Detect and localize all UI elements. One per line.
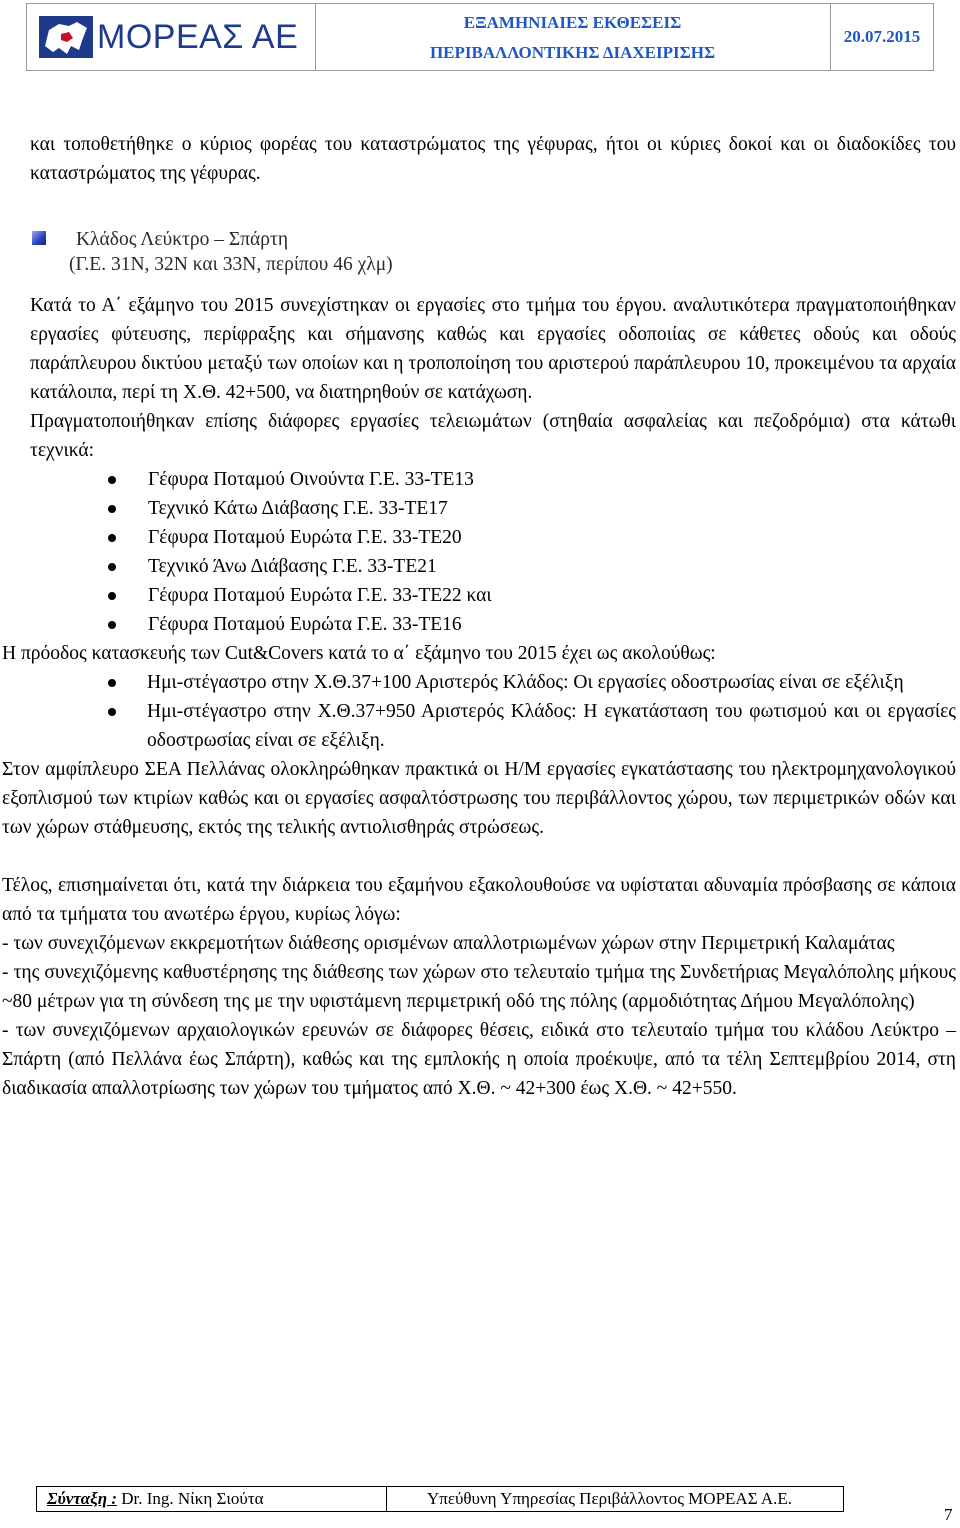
list-item: Τεχνικό Άνω Διάβασης Γ.Ε. 33-ΤΕ21 — [30, 552, 956, 581]
page-header — [26, 3, 934, 71]
paragraph-progress: Κατά το Α΄ εξάμηνο του 2015 συνεχίστηκαν οι εργασίες στο τμήμα του έργου. αναλυτικότερα πραγματοποιήθηκαν εργασίες φύτευσης, περίφραξης και σήμανσης καθώς και εργασίες οδοποιίας σε κάθετες οδούς και οδούς παράπλευρου δικτύου μεταξύ των οποίων και η τροποποίηση του αριστερού παράπλευρου 10, προκειμένου τα αρχαία κατάλοιπα, περί τη Χ.Θ. 42+500, να διατηρηθούν σε κατάχωση. — [30, 295, 956, 403]
company-logo — [27, 4, 316, 70]
list-item: Γέφυρα Ποταμού Οινούντα Γ.Ε. 33-ΤΕ13 — [30, 465, 956, 494]
list-item: Τεχνικό Κάτω Διάβασης Γ.Ε. 33-ΤΕ17 — [30, 494, 956, 523]
list-item: Γέφυρα Ποταμού Ευρώτα Γ.Ε. 33-ΤΕ22 και — [30, 581, 956, 610]
branch-title: Κλάδος Λεύκτρο – Σπάρτη — [76, 229, 289, 250]
list-item: Ημι-στέγαστρο στην Χ.Θ.37+100 Αριστερός Κλάδος: Οι εργασίες οδοστρωσίας είναι σε εξέλιξη — [30, 668, 956, 697]
footer-author — [37, 1487, 387, 1511]
footer-label: Σύνταξη : — [47, 1489, 117, 1508]
list-item: Γέφυρα Ποταμού Ευρώτα Γ.Ε. 33-ΤΕ20 — [30, 523, 956, 552]
list-item: Γέφυρα Ποταμού Ευρώτα Γ.Ε. 33-ΤΕ16 — [30, 610, 956, 639]
reason-item: - της συνεχιζόμενης καθυστέρησης της διάθεσης των χώρων στο τελευταίο τμήμα της Συνδετήριας Μεγαλόπολης μήκους ~80 μέτρων για τη σύνδεση της με την υφιστάμενη περιμετρική οδό της πόλης (αρμοδιότητας Δήμου Μεγαλόπολης) — [2, 962, 956, 1012]
paragraph-finishing-works: Πραγματοποιήθηκαν επίσης διάφορες εργασίες τελειωμάτων (στηθαία ασφαλείας και πεζοδρόμια) στα κάτωθι τεχνικά: — [30, 411, 956, 461]
peloponnese-map-icon — [39, 16, 93, 58]
square-bullet-icon — [32, 231, 46, 245]
report-title-line2: ΠΕΡΙΒΑΛΛΟΝΤΙΚΗΣ ΔΙΑΧΕΙΡΙΣΗΣ — [429, 43, 716, 62]
paragraph-sea-pellanas: Στον αμφίπλευρο ΣΕΑ Πελλάνας ολοκληρώθηκαν πρακτικά οι Η/Μ εργασίες εγκατάστασης του ηλεκτρομηχανολογικού εξοπλισμού των κτιρίων καθώς και οι εργασίες ασφαλτόστρωσης του περιβάλλοντος χώρου, των περιμετρικών οδών και των χώρων στάθμευσης, εκτός της τελικής αντιολισθηράς στρώσεως. — [2, 759, 956, 838]
reason-item: - των συνεχιζόμενων αρχαιολογικών ερευνών σε διάφορες θέσεις, ειδικά στο τελευταίο τμήμα του κλάδου Λεύκτρο – Σπάρτη (από Πελλάνα έως Σπάρτη), καθώς και της εμπλοκής η οποία προέκυψε, από τα τέλη Σεπτεμβρίου 2014, στη διαδικασία απαλλοτρίωσης των χώρων του τμήματος από Χ.Θ. ~ 42+300 έως Χ.Θ. ~ 42+550. — [2, 1020, 956, 1099]
intro-paragraph: και τοποθετήθηκε ο κύριος φορέας του καταστρώματος της γέφυρας, ήτοι οι κύριες δοκοί και οι διαδοκίδες του καταστρώματος της γέφυρας. — [30, 134, 956, 184]
branch-subtitle: (Γ.Ε. 31Ν, 32Ν και 33Ν, περίπου 46 χλμ) — [69, 254, 393, 275]
report-date: 20.07.2015 — [843, 27, 921, 46]
page-footer — [36, 1486, 844, 1512]
list-item: Ημι-στέγαστρο στην Χ.Θ.37+950 Αριστερός Κλάδος: Η εγκατάσταση του φωτισμού και οι εργασίες οδοστρωσίας είναι σε εξέλιξη. — [30, 697, 956, 755]
document-body — [2, 130, 956, 1103]
structures-list — [30, 465, 956, 639]
reason-item: - των συνεχιζόμενων εκκρεμοτήτων διάθεσης ορισμένων απαλλοτριωμένων χώρων στην Περιμετρική Καλαμάτας — [2, 933, 895, 954]
paragraph-cut-covers: Η πρόοδος κατασκευής των Cut&Covers κατά το α΄ εξάμηνο του 2015 έχει ως ακολούθως: — [2, 643, 716, 664]
paragraph-access-issues: Τέλος, επισημαίνεται ότι, κατά την διάρκεια του εξαμήνου εξακολουθούσε να υφίσταται αδυναμία πρόσβασης σε κάποια από τα τμήματα του ανωτέρω έργου, κυρίως λόγω: — [2, 875, 956, 925]
report-title-line1: ΕΞΑΜΗΝΙΑΙΕΣ ΕΚΘΕΣΕΙΣ — [463, 13, 682, 32]
branch-heading — [30, 227, 956, 277]
report-title — [315, 4, 831, 70]
footer-responsible: Υπεύθυνη Υπηρεσίας Περιβάλλοντος ΜΟΡΕΑΣ Α.Ε. — [427, 1489, 793, 1508]
brand-name: ΜΟΡΕΑΣ ΑΕ — [97, 18, 299, 56]
cut-covers-list — [30, 668, 956, 755]
page-number: 7 — [944, 1505, 953, 1524]
footer-author-name: Dr. Ing. Νίκη Σιούτα — [121, 1489, 264, 1508]
